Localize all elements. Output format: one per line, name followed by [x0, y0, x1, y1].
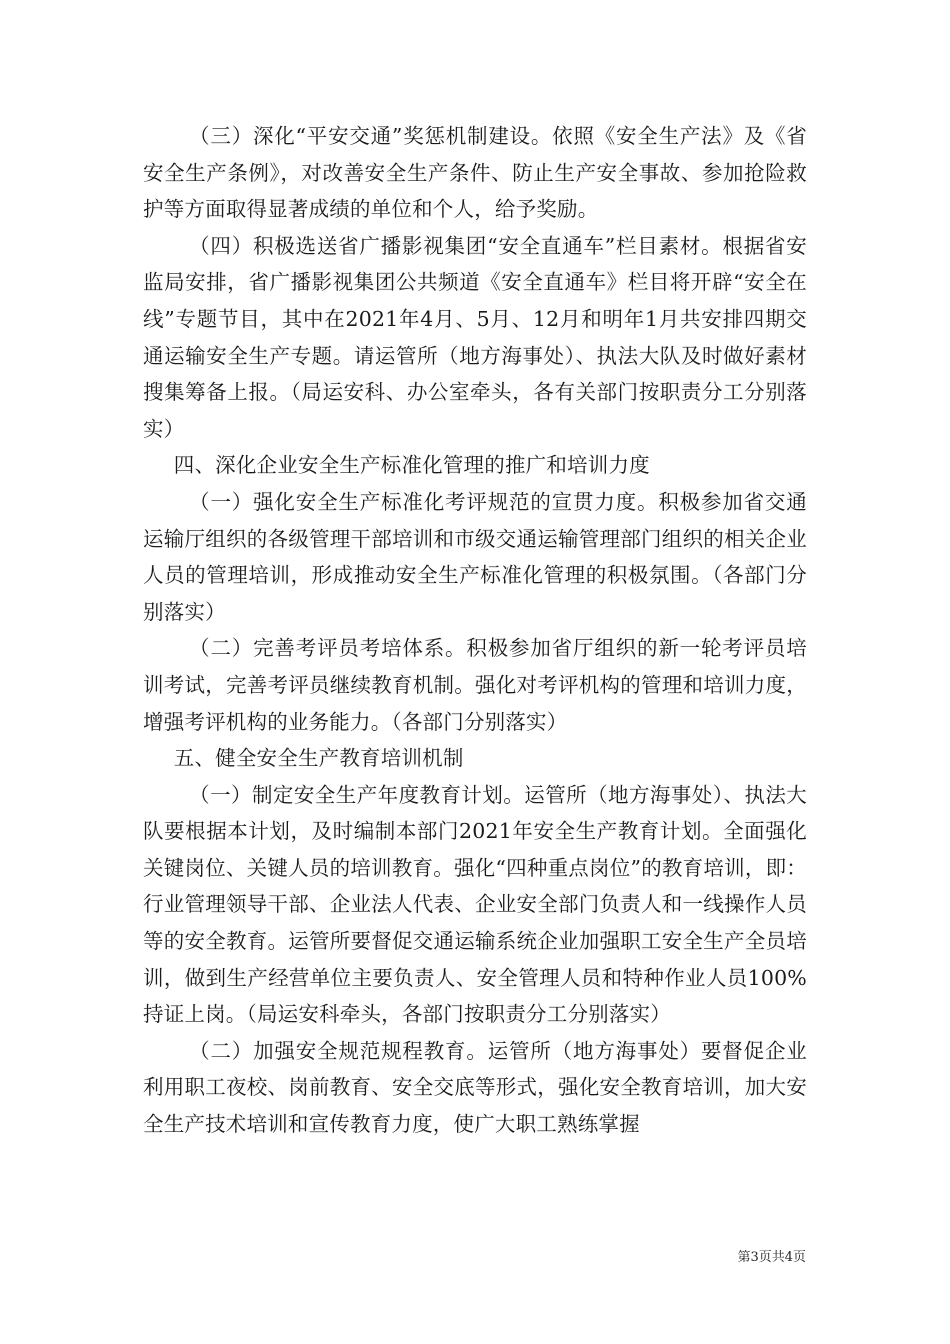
section-heading-five: 五、健全安全生产教育培训机制: [173, 746, 464, 771]
paragraph-safety-express-program: （四）积极选送省广播影视集团“安全直通车”栏目素材。根据省安监局安排，省广播影视集团公共频道《安全直通车》栏目将开辟“安全在线”专题节目，其中在2021年4月、5月、12月和明年1月共安排四期交通运输安全生产专题。请运管所（地方海事处）、执法大队及时做好素材搜集筹备上报。（局运安科、办公室牵头，各有关部门按职责分工分别落实）: [143, 233, 807, 441]
section-heading-four: 四、深化企业安全生产标准化管理的推广和培训力度: [173, 453, 650, 478]
paragraph-evaluator-training: （二）完善考评员考培体系。积极参加省厅组织的新一轮考评员培训考试，完善考评员继续教育机制。强化对考评机构的管理和培训力度，增强考评机构的业务能力。（各部门分别落实）: [143, 636, 807, 734]
page-number-footer: 第3页共4页: [737, 1250, 806, 1265]
paragraph-reward-mechanism: （三）深化“平安交通”奖惩机制建设。依照《安全生产法》及《省安全生产条例》，对改善安全生产条件、防止生产安全事故、参加抢险救护等方面取得显著成绩的单位和个人，给予奖励。: [143, 124, 807, 222]
document-body: [143, 118, 807, 1143]
paragraph-regulation-education: （二）加强安全规范规程教育。运管所（地方海事处）要督促企业利用职工夜校、岗前教育、安全交底等形式，强化安全教育培训，加大安全生产技术培训和宣传教育力度，使广大职工熟练掌握: [143, 1038, 807, 1137]
paragraph-annual-education-plan: （一）制定安全生产年度教育计划。运管所（地方海事处）、执法大队要根据本计划，及时编制本部门2021年安全生产教育计划。全面强化关键岗位、关键人员的培训教育。强化“四种重点岗位”的教育培训，即：行业管理领导干部、企业法人代表、企业安全部门负责人和一线操作人员等的安全教育。运管所要督促交通运输系统企业加强职工安全生产全员培训，做到生产经营单位主要负责人、安全管理人员和特种作业人员100%持证上岗。（局运安科牵头，各部门按职责分工分别落实）: [143, 782, 807, 1027]
paragraph-standardization-promotion: （一）强化安全生产标准化考评规范的宣贯力度。积极参加省交通运输厅组织的各级管理干部培训和市级交通运输管理部门组织的相关企业人员的管理培训，形成推动安全生产标准化管理的积极氛围。（各部门分别落实）: [143, 489, 807, 624]
